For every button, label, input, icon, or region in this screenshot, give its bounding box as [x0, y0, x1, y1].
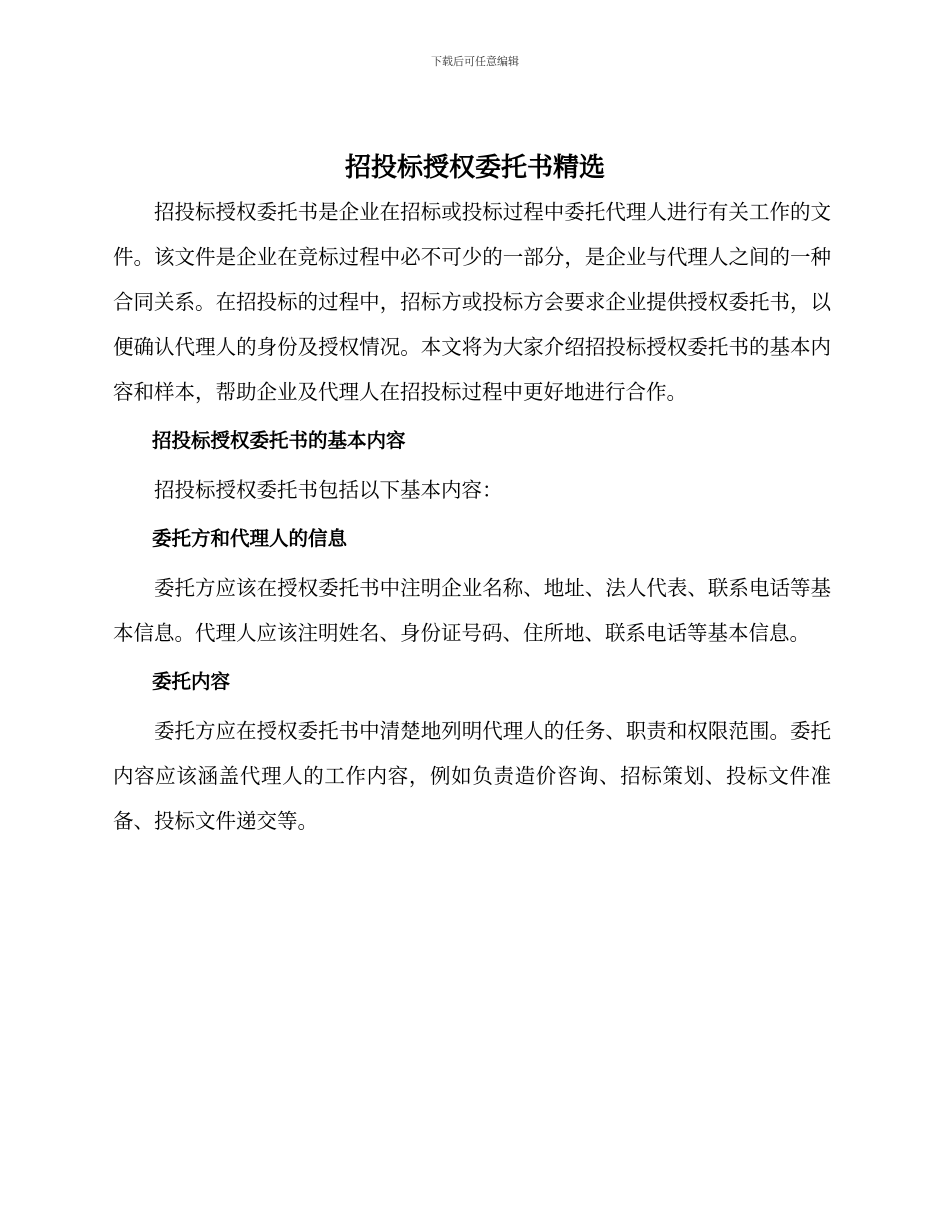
section-heading-party-info: 委托方和代理人的信息 — [152, 527, 348, 550]
page-header: 下载后可任意编辑 — [431, 55, 519, 68]
section-heading-entrusted-content: 委托内容 — [152, 670, 231, 693]
section-paragraph-party-info: 委托方应该在授权委托书中注明企业名称、地址、法人代表、联系电话等基本信息。代理人应该注明姓名、身份证号码、住所地、联系电话等基本信息。 — [113, 576, 831, 645]
document-title: 招投标授权委托书精选 — [344, 153, 605, 183]
section-paragraph-basic-content: 招投标授权委托书包括以下基本内容： — [154, 478, 503, 502]
section-heading-basic-content: 招投标授权委托书的基本内容 — [152, 429, 406, 452]
section-paragraph-entrusted-content: 委托方应在授权委托书中清楚地列明代理人的任务、职责和权限范围。委托内容应该涵盖代理人的工作内容，例如负责造价咨询、招标策划、投标文件准备、投标文件递交等。 — [113, 719, 831, 833]
document-body — [113, 190, 831, 844]
intro-paragraph: 招投标授权委托书是企业在招标或投标过程中委托代理人进行有关工作的文件。该文件是企业在竞标过程中必不可少的一部分，是企业与代理人之间的一种合同关系。在招投标的过程中，招标方或投标方会要求企业提供授权委托书，以便确认代理人的身份及授权情况。本文将为大家介绍招投标授权委托书的基本内容和样本，帮助企业及代理人在招投标过程中更好地进行合作。 — [113, 200, 831, 404]
